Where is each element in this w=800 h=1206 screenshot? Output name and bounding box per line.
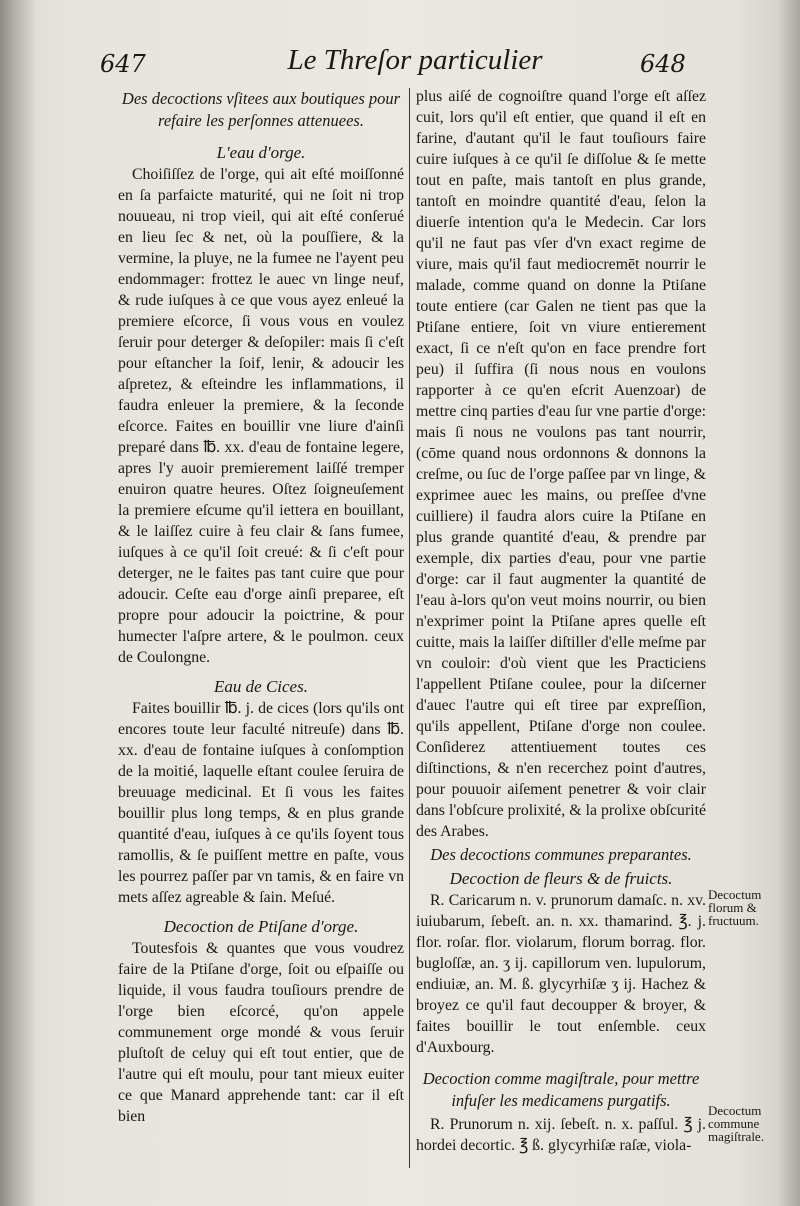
- left-column: [118, 86, 404, 1127]
- page-header: [0, 44, 800, 84]
- margin-note-magistrale: Decoctum commune magiſtrale.: [708, 1103, 764, 1144]
- recipe-paragraph: R. Prunorum n. xij. ſebeſt. n. x. paſſul. ℥ j. hordei decortic. ℥ ß. glycyrhiſæ raſæ, viola-: [416, 1116, 706, 1154]
- paragraph: Choiſiſſez de l'orge, qui ait eſté moiſſonné en ſa parfaicte maturité, qui ne ſoit ni trop nouueau, ni trop vieil, qui ait eſté conſerué en lieu ſec & net, où la pouſſiere, & la vermine, la pluye, ne la fumee ne l'ayent peu endommager: frottez le auec vn linge neuf, & rude iuſques à ce que vous ayez enleué la premiere eſcorce, ſi vous vous en voulez ſeruir pour deterger & deſopiler: mais ſi c'eſt pour eſtancher la ſoif, lenir, & adoucir les aſpretez, & eſteindre les inflammations, il faudra enleuer la premiere, & la ſeconde eſcorce. Faites en bouillir vne liure d'ainſi preparé dans ℔. xx. d'eau de fontaine legere, apres l'y auoir premierement laiſſé tremper enuiron quatre heures. Oſtez ſoigneuſement la premiere eſcume qu'il iettera en bouillant, & le laiſſez cuire à feu clair & ſans fumee, iuſques à ce qu'il ſoit creué: & ſi c'eſt pour deterger, ne le faites pas tant cuire que pour adoucir. Ceſte eau d'orge ainſi preparee, eſt propre pour adoucir la poictrine, & pour humecter l'aſpre artere, & le poulmon. ceux de Coulongne.: [118, 166, 404, 666]
- subheading-eau-dorge: L'eau d'orge.: [216, 143, 306, 162]
- recipe-paragraph: R. Caricarum n. v. prunorum damaſc. n. xv. iuiubarum, ſebeſt. an. n. xx. thamarind. ℥. j. flor. roſar. flor. violarum, florum borrag. flor. bugloſſæ, an. ʒ ij. capillorum ven. lupulorum, endiuiæ, an. M. ß. glycyrhiſæ ʒ ij. Hachez & broyez ce qu'il faut decoupper & broyer, & faites bouillir le tout enſemble. ceux d'Auxbourg.: [416, 892, 706, 1056]
- page-edge-shadow: [778, 0, 800, 1206]
- subheading-ptisane: Decoction de Ptiſane d'orge.: [163, 917, 359, 936]
- subheading-eau-de-cices: Eau de Cices.: [214, 677, 308, 696]
- right-page-number: 648: [640, 50, 686, 78]
- subheading-magistrale: Decoction comme magiſtrale, pour mettre infuſer les medicamens purgatifs.: [422, 1069, 700, 1110]
- section-title: Des decoctions vſitees aux boutiques pour refaire les perſonnes attenuees.: [121, 89, 401, 130]
- paragraph: Faites bouillir ℔. j. de cices (lors qu'ils ont encores toute leur faculté nitreuſe) dans ℔. xx. d'eau de fontaine iuſques à conſomption de la moitié, laquelle eſtant coulee ſeruira de breuuage medicinal. Et ſi vous les faites bouillir plus long temps, & en plus grande quantité d'eau, iuſques à ce qu'ils ſoyent tous ramollis, & ſe puiſſent mettre en paſte, vous les pourrez paſſer par vn tamis, & en faire vn mets aſſez agreable & ſain. Meſué.: [118, 700, 404, 906]
- right-column: [416, 86, 706, 1156]
- paragraph: plus aiſé de cognoiſtre quand l'orge eſt aſſez cuit, lors qu'il eſt entier, que quand il eſt en farine, d'autant qu'il le faut touſiours faire cuire iuſques à ce qu'il ſe diſſolue & ſe mette tout en paſte, mais tantoſt en plus grande, tantoſt en moindre quantité d'eau, ſelon la diuerſe intention qu'a le Medecin. Car lors qu'il ne faut pas vſer d'vn exact regime de viure, mais qu'il faut mediocremēt nourrir le malade, comme quand on donne la Ptiſane toute entiere (car Galen ne tient pas que la Ptiſane entiere, ſoit vn viure entierement exact, ſi ce n'eſt qu'on en face prendre fort peu) il ſuffira (ſi nous nous en voulons rapporter à ce qu'en eſcrit Auenzoar) de mettre cinq parties d'eau ſur vne partie d'orge: mais ſi nous ne voulons pas tant nourrir, (cōme quand nous ordonnons & donnons la creſme, ou ſuc de l'orge paſſee par vn linge, & exprimee auec les mains, ou preſſee d'vne cuilliere) il faudra alors cuire la Ptiſane en plus grande quantité d'eau, & prendre par exemple, dix parties d'eau, pour vne partie d'orge: car il faut augmenter la quantité de l'eau à-lors qu'on veut moins nourrir, ou bien n'exprimer point la Ptiſane apres quelle eſt cuitte, mais la laiſſer diſtiller d'elle meſme par vn couloir: d'où vient que les Practiciens l'appellent Ptiſane coulee, pour la diſcerner d'auec l'autre qui eſt tiree par expreſſion, qu'ils appellent, Ptiſane d'orge non coulee. Conſiderez attentiuement toutes ces diſtinctions, & n'en recerchez point d'autres, pour pouuoir aiſement penetrer & voir clair dans l'obſcure prolixité, & la prolixe obſcurité des Arabes.: [416, 88, 706, 840]
- running-title: Le Threſor particulier: [287, 44, 543, 76]
- margin-note-florum: Decoctum florum & fructuum.: [708, 887, 762, 928]
- paragraph: Toutesfois & quantes que vous voudrez faire de la Ptiſane d'orge, ſoit ou eſpaiſſe ou liquide, il vous faudra touſiours prendre de l'orge bien eſcorcé, qu'on appele communement orge mondé & vous ſeruir pluſtoſt de celuy qui eſt tout entier, que de l'autre qui eſt moulu, pour tant mieux euiter ce que Manard apprehende tant: car il eſt bien: [118, 940, 404, 1125]
- spine-shadow: [0, 0, 38, 1206]
- left-page-number: 647: [100, 50, 146, 78]
- column-rule: [409, 88, 410, 1168]
- subheading-fleurs-fruicts: Decoction de fleurs & de fruicts.: [449, 869, 673, 888]
- subheading-decoctions-communes: Des decoctions communes preparantes.: [430, 845, 692, 864]
